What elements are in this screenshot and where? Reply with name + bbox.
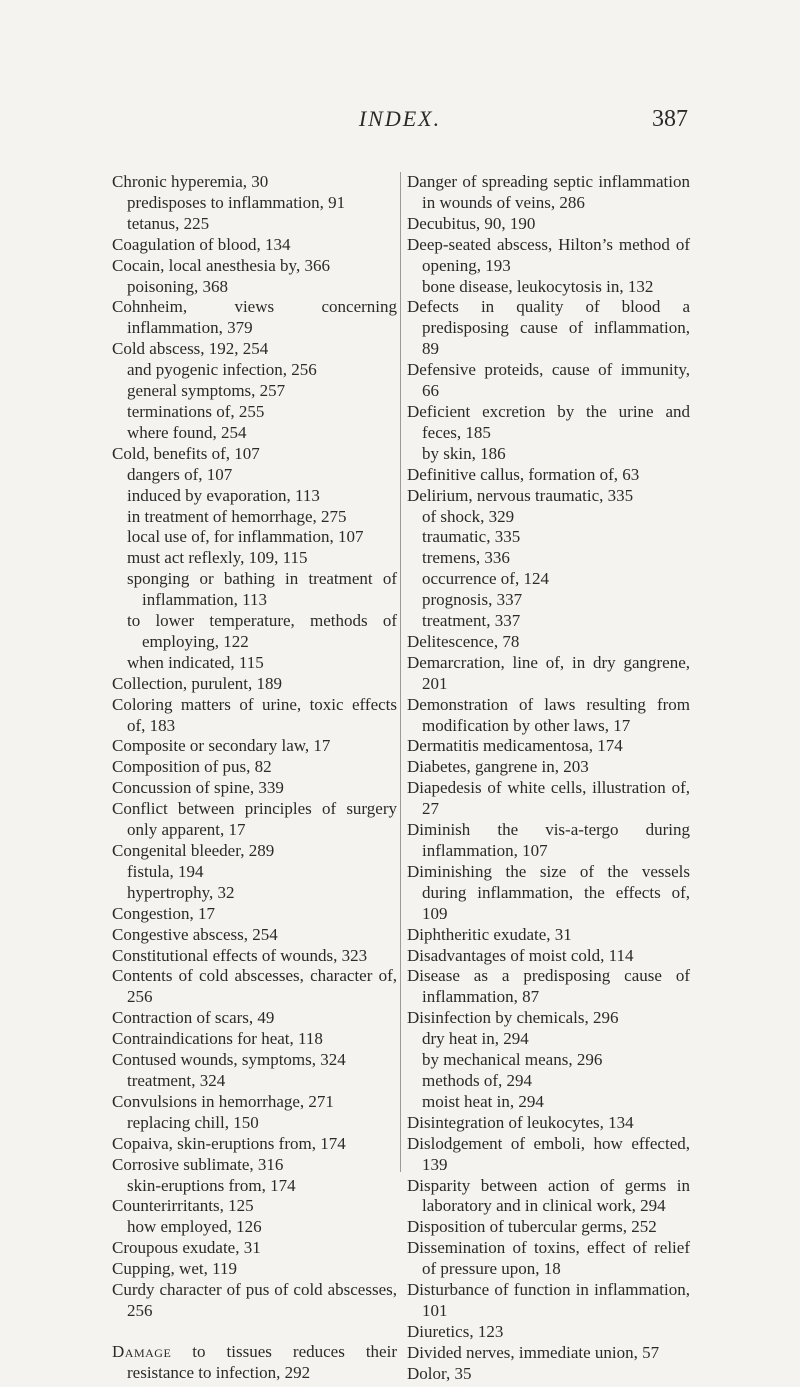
index-subentry: in treatment of hemorrhage, 275 [127, 506, 347, 526]
index-entry: Diabetes, gangrene in, 203 [407, 757, 589, 777]
column-divider [400, 172, 401, 1172]
index-entry: Cold abscess, 192, 254 [112, 339, 269, 359]
index-subentry: methods of, 294 [422, 1070, 533, 1090]
index-subentry: predisposes to inflammation, 91 [127, 192, 346, 212]
index-entry: Disturbance of function in inflammation, 101 [407, 1280, 690, 1320]
index-entry: Composite or secondary law, 17 [112, 736, 331, 756]
index-subentry: terminations of, 255 [127, 401, 265, 421]
index-entry [112, 1342, 397, 1384]
index-subentry: treatment, 337 [422, 611, 521, 631]
index-entry: Diuretics, 123 [407, 1321, 504, 1341]
index-subentry: hypertrophy, 32 [127, 882, 235, 902]
index-subentry: traumatic, 335 [422, 527, 521, 547]
index-entry: Deep-seated abscess, Hilton’s method of opening, 193 [407, 234, 690, 275]
index-entry: Demarcration, line of, in dry gangrene, 201 [407, 652, 690, 693]
index-column-left [112, 172, 397, 1384]
index-entry: Danger of spreading septic inflammation in wounds of veins, 286 [407, 172, 690, 212]
entry-heading-smallcaps: Damage [112, 1341, 172, 1361]
page-number: 387 [652, 106, 688, 132]
index-entry: Chronic hyperemia, 30 [112, 172, 269, 191]
index-subentry: to lower temperature, methods of employing, 122 [127, 611, 397, 651]
index-entry: Diphtheritic exudate, 31 [407, 924, 572, 944]
index-entry: Disinfection by chemicals, 296 [407, 1008, 619, 1028]
index-subentry: poisoning, 368 [127, 276, 229, 296]
index-entry: Diminishing the size of the vessels during inflammation, the effects of, 109 [407, 861, 690, 923]
index-entry: Conflict between principles of surgery only apparent, 17 [112, 799, 397, 840]
index-entry: Corrosive sublimate, 316 [112, 1154, 284, 1174]
index-subentry: induced by evaporation, 113 [127, 485, 320, 505]
index-entry: Copaiva, skin-eruptions from, 174 [112, 1133, 346, 1153]
index-entry: Coloring matters of urine, toxic effects of, 183 [112, 694, 397, 735]
index-entry: Dissemination of toxins, effect of relief of pressure upon, 18 [407, 1238, 690, 1279]
index-entry: Contraction of scars, 49 [112, 1008, 275, 1028]
index-subentry: where found, 254 [127, 422, 247, 442]
index-entry: Cupping, wet, 119 [112, 1259, 237, 1279]
index-entry: Disintegration of leukocytes, 134 [407, 1112, 634, 1132]
index-entry: Counterirritants, 125 [112, 1196, 254, 1216]
index-entry: Dermatitis medicamentosa, 174 [407, 736, 623, 756]
index-entry: Definitive callus, formation of, 63 [407, 464, 640, 484]
index-subentry: of shock, 329 [422, 506, 515, 526]
index-subentry: must act reflexly, 109, 115 [127, 548, 308, 568]
index-entry: Defects in quality of blood a predisposing cause of inflammation, 89 [407, 297, 690, 359]
index-entry: Concussion of spine, 339 [112, 778, 284, 798]
index-entry: Deficient excretion by the urine and feces, 185 [407, 401, 690, 442]
index-entry: Delirium, nervous traumatic, 335 [407, 485, 634, 505]
index-entry: Disposition of tubercular germs, 252 [407, 1217, 657, 1237]
index-entry: Diminish the vis-a-tergo during inflammation, 107 [407, 820, 690, 860]
index-entry: Congenital bleeder, 289 [112, 841, 275, 860]
index-subentry: by skin, 186 [422, 443, 506, 463]
index-entry: Disparity between action of germs in laboratory and in clinical work, 294 [407, 1175, 690, 1216]
index-subentry: treatment, 324 [127, 1070, 226, 1090]
index-subentry: skin-eruptions from, 174 [127, 1175, 296, 1195]
index-subentry: prognosis, 337 [422, 590, 523, 610]
entry-text: to tissues reduces their resistance to infection, 292 [127, 1341, 397, 1382]
index-subentry: replacing chill, 150 [127, 1112, 259, 1132]
index-entry: Delitescence, 78 [407, 631, 520, 651]
index-entry: Defensive proteids, cause of immunity, 66 [407, 360, 690, 401]
index-entry: Collection, purulent, 189 [112, 673, 282, 693]
index-subentry: tetanus, 225 [127, 213, 210, 233]
index-entry: Congestive abscess, 254 [112, 924, 278, 944]
index-entry: Croupous exudate, 31 [112, 1238, 261, 1258]
index-entry: Congestion, 17 [112, 903, 215, 923]
index-column-right [407, 172, 690, 1385]
index-entry: Composition of pus, 82 [112, 757, 272, 777]
index-entry: Disease as a predisposing cause of inflammation, 87 [407, 966, 690, 1007]
index-entry: Cohnheim, views concerning inflammation, 379 [112, 297, 397, 338]
index-subentry: general symptoms, 257 [127, 381, 286, 401]
index-subentry: and pyogenic infection, 256 [127, 360, 317, 380]
index-entry: Contents of cold abscesses, character of, 256 [112, 966, 397, 1007]
index-subentry: tremens, 336 [422, 548, 510, 568]
index-subentry: by mechanical means, 296 [422, 1050, 603, 1070]
index-entry: Decubitus, 90, 190 [407, 213, 536, 233]
index-entry: Convulsions in hemorrhage, 271 [112, 1091, 334, 1111]
index-entry: Coagulation of blood, 134 [112, 234, 291, 254]
index-entry: Dislodgement of emboli, how effected, 139 [407, 1133, 690, 1174]
index-subentry: how employed, 126 [127, 1217, 262, 1237]
index-subentry: fistula, 194 [127, 861, 204, 881]
index-entry: Demonstration of laws resulting from modification by other laws, 17 [407, 694, 690, 735]
index-subentry: sponging or bathing in treatment of inflammation, 113 [127, 569, 397, 610]
index-entry: Cocain, local anesthesia by, 366 [112, 255, 330, 275]
index-entry: Diapedesis of white cells, illustration of, 27 [407, 778, 690, 819]
index-entry: Constitutional effects of wounds, 323 [112, 945, 368, 965]
index-entry: Disadvantages of moist cold, 114 [407, 945, 634, 965]
running-title: INDEX. [358, 106, 442, 131]
page-header [0, 106, 800, 146]
index-subentry: local use of, for inflammation, 107 [127, 527, 364, 547]
index-entry: Divided nerves, immediate union, 57 [407, 1342, 660, 1362]
index-subentry: occurrence of, 124 [422, 569, 549, 589]
index-subentry: bone disease, leukocytosis in, 132 [422, 276, 654, 296]
index-subentry: when indicated, 115 [127, 652, 264, 672]
index-subentry: moist heat in, 294 [422, 1091, 544, 1111]
index-entry: Contused wounds, symptoms, 324 [112, 1050, 346, 1070]
index-entry: Curdy character of pus of cold abscesses, 256 [112, 1280, 397, 1320]
index-subentry: dry heat in, 294 [422, 1029, 529, 1049]
index-entry: Contraindications for heat, 118 [112, 1029, 323, 1049]
index-subentry: dangers of, 107 [127, 464, 233, 484]
index-entry: Dolor, 35 [407, 1363, 472, 1383]
index-entry: Cold, benefits of, 107 [112, 443, 260, 463]
